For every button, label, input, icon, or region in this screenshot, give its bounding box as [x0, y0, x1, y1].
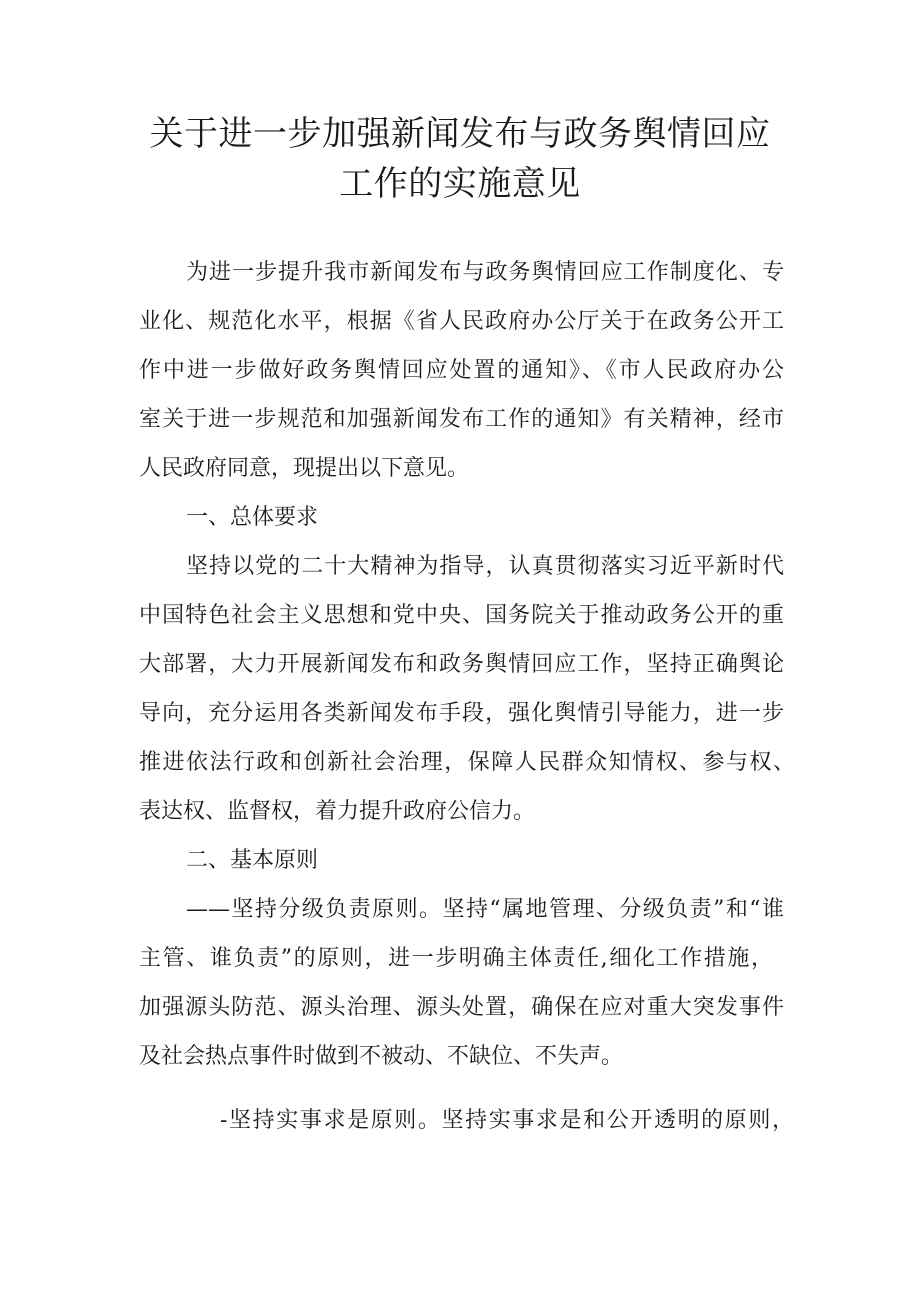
section1-line-4: 导向，充分运用各类新闻发布手段，强化舆情引导能力，进一步	[139, 701, 784, 726]
intro-line-5: 人民政府同意，现提出以下意见。	[139, 456, 470, 481]
principle1-line-1: ——坚持分级负责原则。坚持“属地管理、分级负责”和“谁	[186, 897, 784, 922]
principle1-line-2: 主管、谁负责”的原则，进一步明确主体责任,细化工作措施，	[139, 946, 773, 971]
principle1-line-3: 加强源头防范、源头治理、源头处置，确保在应对重大突发事件	[139, 995, 784, 1020]
section1-line-2: 中国特色社会主义思想和党中央、国务院关于推动政务公开的重	[139, 603, 784, 628]
intro-line-2: 业化、规范化水平，根据《省人民政府办公厅关于在政务公开工	[139, 309, 784, 334]
section-heading-principles: 二、基本原则	[186, 848, 319, 873]
intro-line-4: 室关于进一步规范和加强新闻发布工作的通知》有关精神，经市	[139, 407, 784, 432]
principle2-line-1: -坚持实事求是原则。坚持实事求是和公开透明的原则，	[220, 1108, 794, 1133]
intro-line-3: 作中进一步做好政务舆情回应处置的通知》、《市人民政府办公	[139, 358, 784, 383]
section1-line-1: 坚持以党的二十大精神为指导，认真贯彻落实习近平新时代	[186, 554, 784, 579]
document-title-line-1: 关于进一步加强新闻发布与政务舆情回应	[149, 114, 771, 154]
section-heading-general: 一、总体要求	[186, 505, 319, 530]
document-title-line-2: 工作的实施意见	[339, 164, 581, 204]
section1-line-5: 推进依法行政和创新社会治理，保障人民群众知情权、参与权、	[139, 750, 795, 775]
section1-line-6: 表达权、监督权，着力提升政府公信力。	[139, 799, 536, 824]
section1-line-3: 大部署，大力开展新闻发布和政务舆情回应工作，坚持正确舆论	[139, 652, 784, 677]
intro-line-1: 为进一步提升我市新闻发布与政务舆情回应工作制度化、专	[186, 260, 784, 285]
principle1-line-4: 及社会热点事件时做到不被动、不缺位、不失声。	[139, 1044, 624, 1069]
